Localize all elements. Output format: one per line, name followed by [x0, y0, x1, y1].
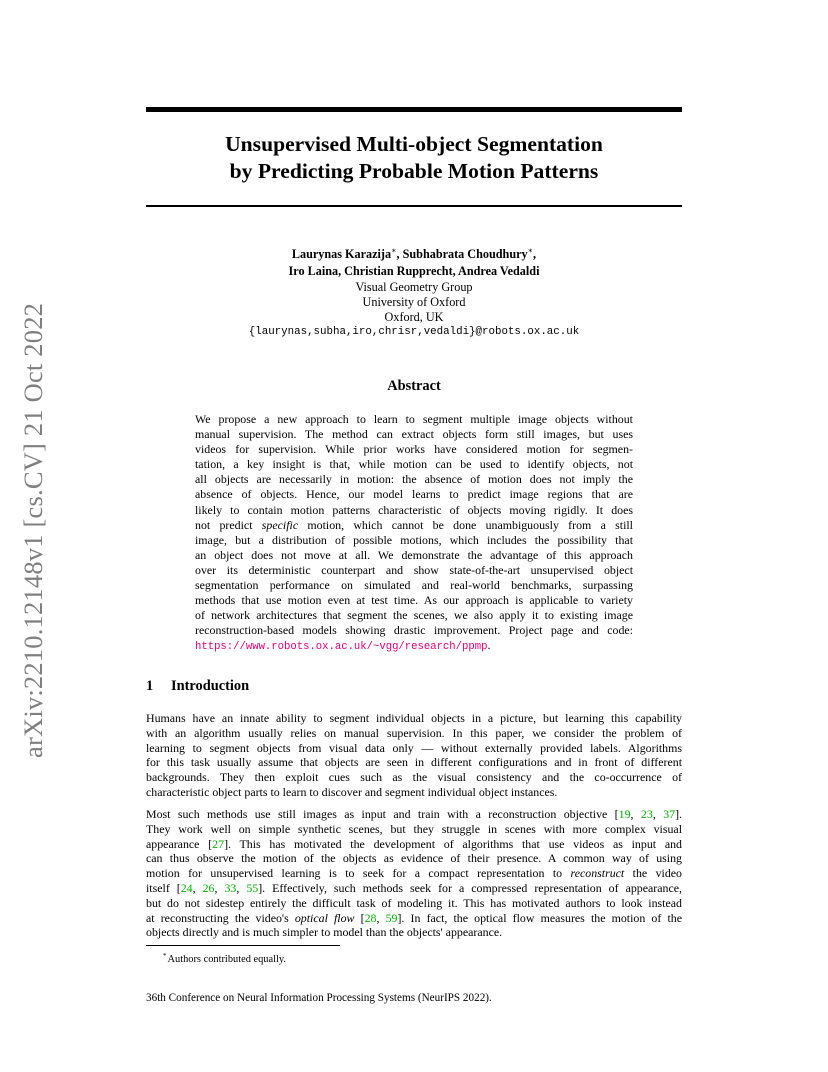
- body-line: learning to segment objects from visual data only — without externally provided labels. Algorithms: [146, 740, 682, 755]
- section-heading: [146, 677, 249, 695]
- abstract-line: segmentation performance on simulated and real-world benchmarks, surpassing: [195, 578, 633, 593]
- affiliation-group: Visual Geometry Group: [355, 280, 473, 294]
- title-line: Unsupervised Multi-object Segmentation: [225, 132, 603, 156]
- author-line: Laurynas Karazija∗, Subhabrata Choudhury∗,: [291, 246, 537, 262]
- footnote-mark: *: [163, 952, 167, 960]
- citation-link[interactable]: 26: [202, 880, 215, 895]
- footnote: [163, 950, 286, 966]
- title-top-rule: [146, 107, 682, 112]
- body-line: objects directly and is much simpler to model than the objects' appearance.: [146, 925, 503, 940]
- body-line: Humans have an innate ability to segment individual objects in a picture, but learning this capability: [146, 711, 682, 725]
- intro-paragraph-2: [146, 807, 682, 940]
- footnote-rule: [146, 945, 340, 946]
- citation-link[interactable]: 28: [364, 910, 377, 925]
- section-number: 1: [146, 678, 154, 694]
- author-list: [146, 242, 682, 280]
- title-bottom-rule: [146, 205, 682, 207]
- body-line: Most such methods use still images as input and train with a reconstruction objective [19, 23, 37].: [146, 807, 683, 821]
- abstract-line: reconstruction-based models showing drastic improvement. Project page and code:: [195, 623, 633, 638]
- abstract-line: [195, 638, 633, 655]
- body-line: at reconstructing the video's optical flow [28, 59]. In fact, the optical flow measures the motion of the: [146, 910, 682, 925]
- body-line: They work well on simple synthetic scenes, but they struggle in scenes with more complex visual: [146, 821, 682, 836]
- url-suffix: .: [487, 638, 491, 653]
- citation-link[interactable]: 55: [246, 880, 259, 895]
- abstract-line: not predict specific motion, which cannot be done unambiguously from a still: [195, 517, 633, 532]
- citation-link[interactable]: 24: [180, 880, 193, 895]
- body-line: characteristic object parts to learn to discover and segment individual object instances.: [146, 784, 558, 799]
- abstract-line: manual supervision. The method can extract objects form still images, but uses: [195, 427, 633, 442]
- body-line: but do not sidestep entirely the difficult task of modeling it. This has motivated authors to look instead: [146, 895, 682, 910]
- author-line: Iro Laina, Christian Rupprecht, Andrea Vedaldi: [288, 264, 540, 279]
- abstract-line: an object does not move at all. We demonstrate the advantage of this approach: [195, 547, 633, 562]
- citation-link[interactable]: 27: [212, 836, 225, 851]
- abstract-line: image, but a distribution of possible motions, which includes the possibility that: [195, 532, 633, 547]
- abstract-line: of network architectures that segment the scenes, we also apply it to existing image: [195, 608, 633, 623]
- body-line: can thus observe the motion of the objects as evidence of their presence. A common way of using: [146, 851, 682, 866]
- abstract-line: tation, a key insight is that, while motion can be used to identify objects, not: [195, 457, 633, 472]
- citation-link[interactable]: 19: [618, 807, 631, 821]
- abstract-line: videos for supervision. While prior works have considered motion for segmen-: [195, 442, 633, 457]
- body-line: appearance [27]. This has motivated the development of algorithms that use videos as input and: [146, 836, 682, 851]
- citation-link[interactable]: 37: [663, 807, 676, 821]
- affiliation-block: [146, 280, 682, 340]
- abstract-body: [195, 412, 633, 656]
- body-line: for this task usually assume that objects are seen in different configurations and in front of different: [146, 755, 682, 770]
- abstract-line: absence of objects. Hence, our model learns to predict image regions that are: [195, 487, 633, 502]
- abstract-line: methods that use motion even at test time. As our approach is applicable to variety: [195, 593, 633, 608]
- citation-link[interactable]: 33: [224, 880, 237, 895]
- author-emails: {laurynas,subha,iro,chrisr,vedaldi}@robots.ox.ac.uk: [248, 326, 580, 338]
- body-line: with an algorithm usually relies on manual supervision. In this paper, we consider the problem of: [146, 725, 682, 740]
- abstract-line: likely to contain motion patterns characteristic of objects moving rigidly. It does: [195, 502, 633, 517]
- affiliation-location: Oxford, UK: [384, 310, 444, 324]
- citation-link[interactable]: 23: [640, 807, 653, 821]
- project-page-link[interactable]: https://www.robots.ox.ac.uk/~vgg/research/ppmp: [195, 641, 488, 654]
- intro-paragraph-1: [146, 711, 682, 800]
- body-line: itself [24, 26, 33, 55]. Effectively, such methods seek for a compressed representation of appearance,: [146, 880, 682, 895]
- paper-title: [146, 131, 682, 185]
- affiliation-university: University of Oxford: [362, 295, 466, 309]
- abstract-line: We propose a new approach to learn to segment multiple image objects without: [195, 412, 633, 426]
- venue-line: 36th Conference on Neural Information Processing Systems (NeurIPS 2022).: [146, 992, 492, 1004]
- body-line: backgrounds. They then exploit cues such as the visual consistency and the co-occurrence of: [146, 770, 682, 785]
- citation-link[interactable]: 59: [385, 910, 398, 925]
- abstract-heading: Abstract: [387, 378, 441, 394]
- abstract-line: all objects are necessarily in motion: the absence of motion does not imply the: [195, 472, 633, 487]
- body-line: motion for unsupervised learning is to seek for a compact representation to reconstruct the video: [146, 866, 682, 881]
- abstract-line: over its deterministic counterpart and show state-of-the-art unsupervised object: [195, 562, 633, 577]
- title-line: by Predicting Probable Motion Patterns: [229, 159, 599, 183]
- section-title: Introduction: [171, 678, 250, 694]
- footnote-text: Authors contributed equally.: [167, 954, 287, 965]
- arxiv-stamp: arXiv:2210.12148v1 [cs.CV] 21 Oct 2022: [18, 302, 48, 758]
